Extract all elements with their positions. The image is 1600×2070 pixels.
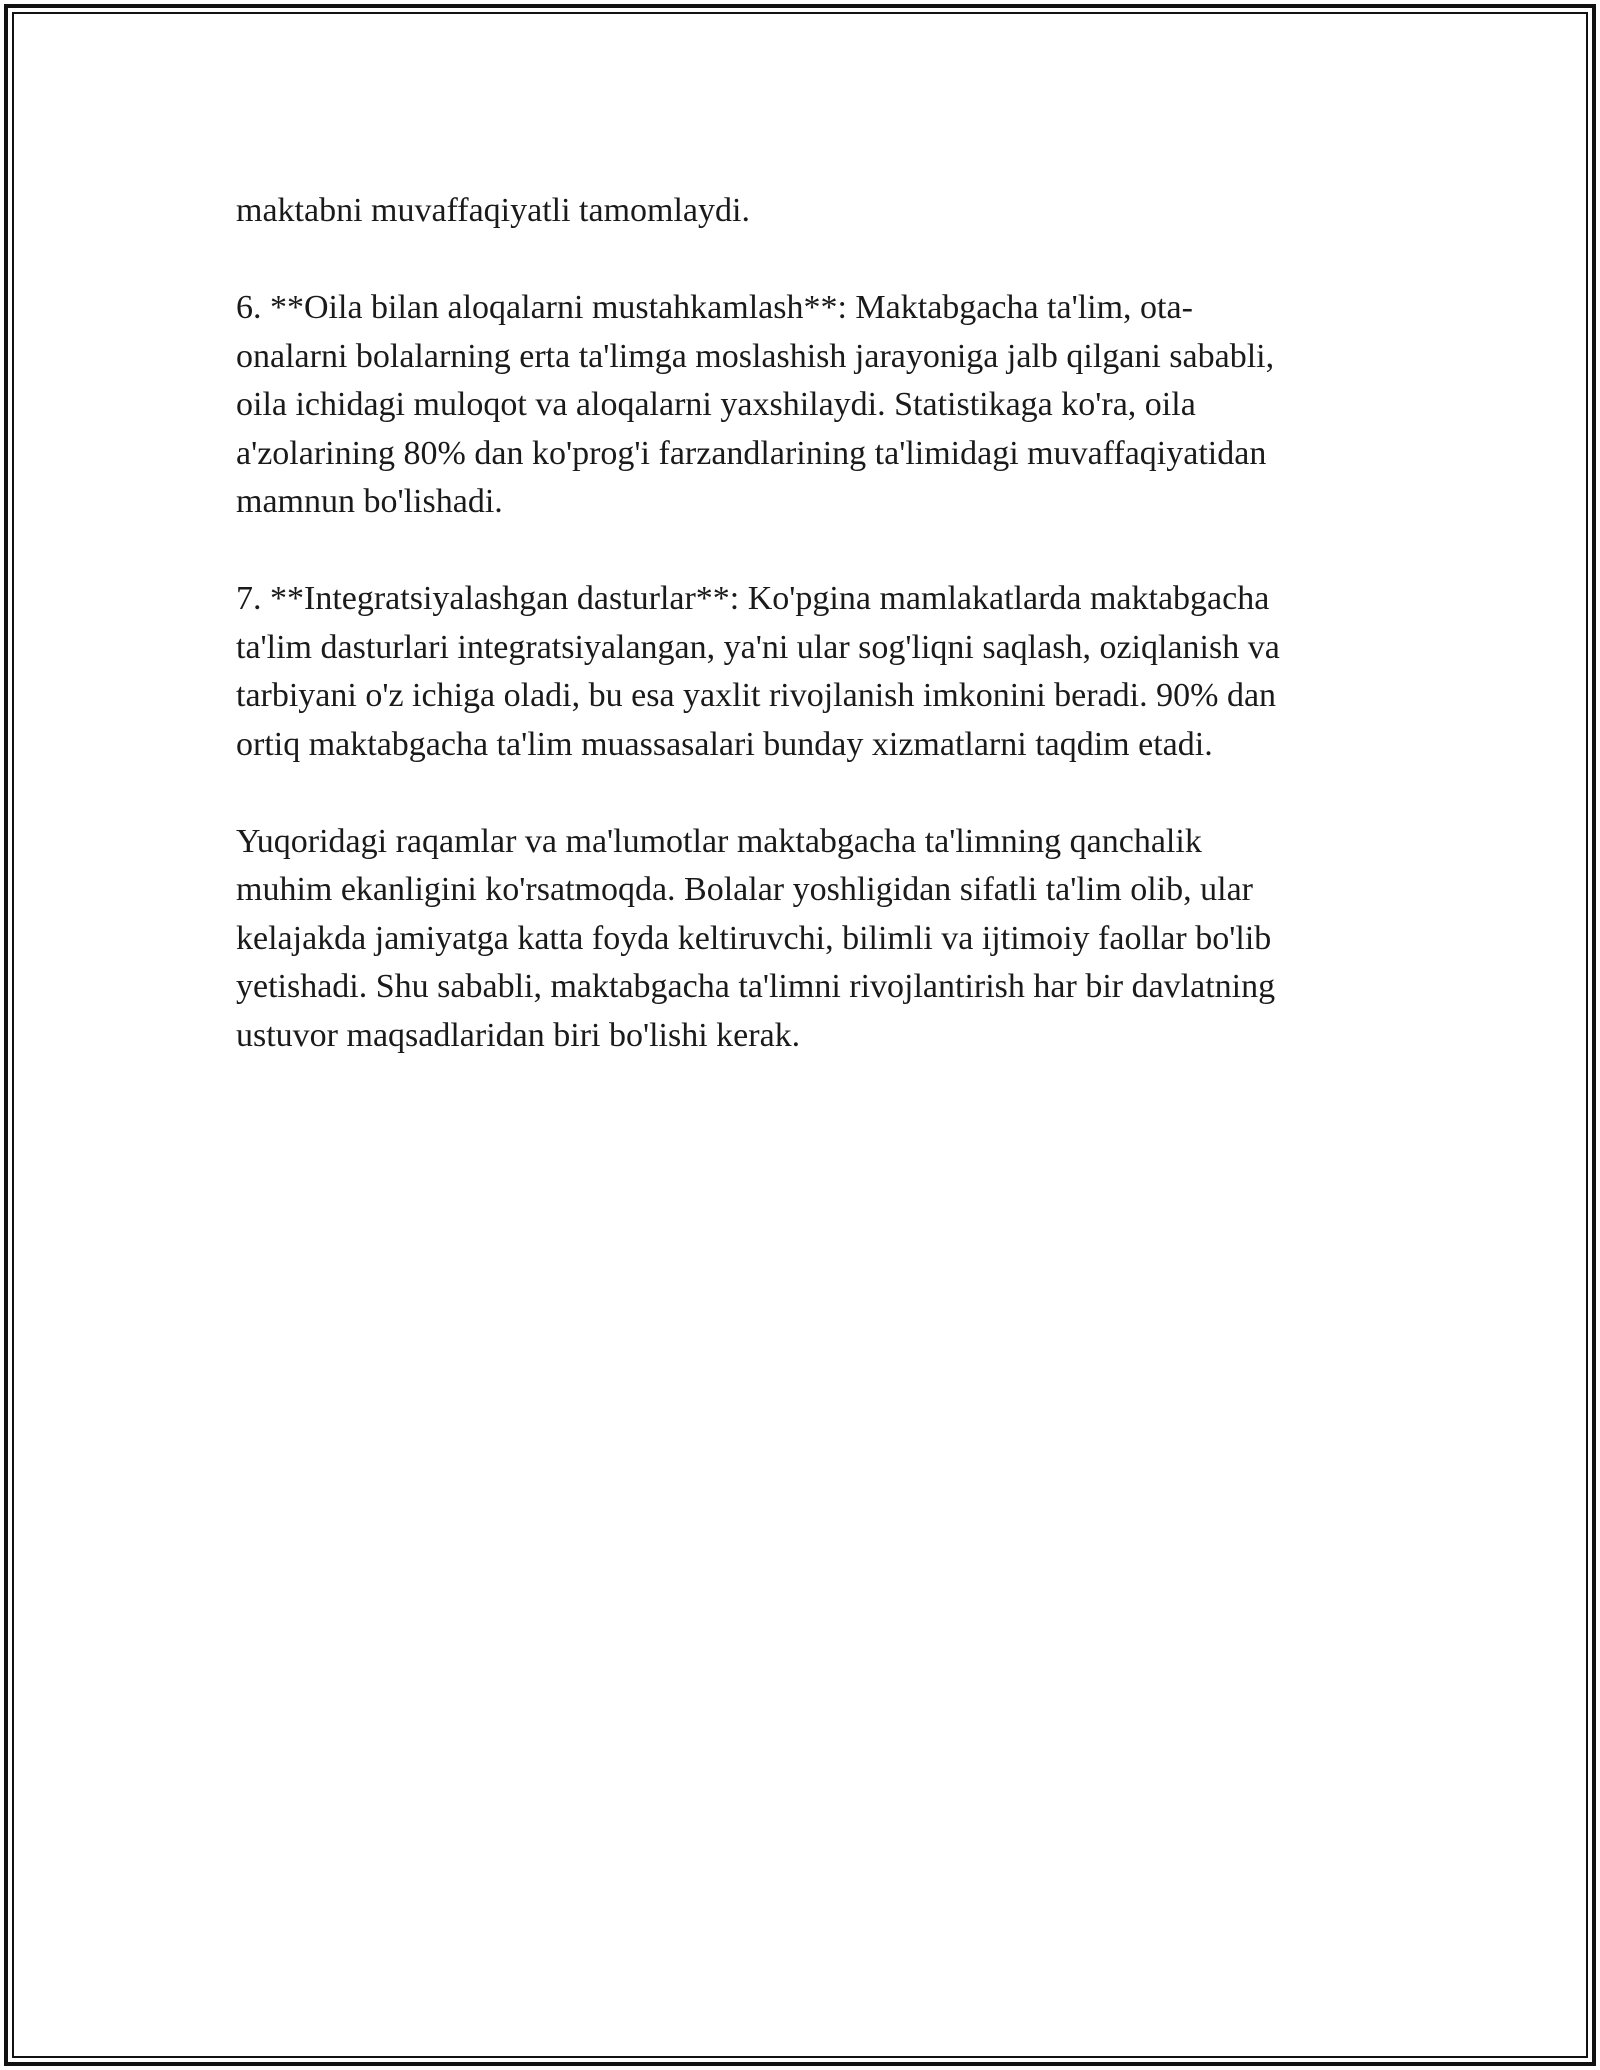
document-body bbox=[236, 187, 1366, 1109]
paragraph-item-6: 6. **Oila bilan aloqalarni mustahkamlash**: Maktabgacha ta'lim, ota- onalarni bolalarning erta ta'limga moslashish jarayoniga jalb qilgani sababli, oila ichidagi muloqot va aloqalarni yaxshilaydi. Statistikaga ko'ra, oila a'zolarining 80% dan ko'prog'i farzandlarining ta'limidagi muvaffaqiyatidan mamnun bo'lishadi. bbox=[236, 289, 1275, 520]
paragraph-conclusion: Yuqoridagi raqamlar va ma'lumotlar maktabgacha ta'limning qanchalik muhim ekanligini ko'rsatmoqda. Bolalar yoshligidan sifatli ta'lim olib, ular kelajakda jamiyatga katta foyda keltiruvchi, bilimli va ijtimoiy faollar bo'lib yetishadi. Shu sababli, maktabgacha ta'limni rivojlantirish har bir davlatning ustuvor maqsadlaridan biri bo'lishi kerak. bbox=[236, 822, 1276, 1054]
paragraph-item-7: 7. **Integratsiyalashgan dasturlar**: Ko'pgina mamlakatlarda maktabgacha ta'lim dasturlari integratsiyalangan, ya'ni ular sog'liqni saqlash, oziqlanish va tarbiyani o'z ichiga oladi, bu esa yaxlit rivojlanish imkonini beradi. 90% dan ortiq maktabgacha ta'lim muassasalari bunday xizmatlarni taqdim etadi. bbox=[236, 580, 1280, 763]
paragraph-continuation: maktabni muvaffaqiyatli tamomlaydi. bbox=[236, 192, 750, 229]
